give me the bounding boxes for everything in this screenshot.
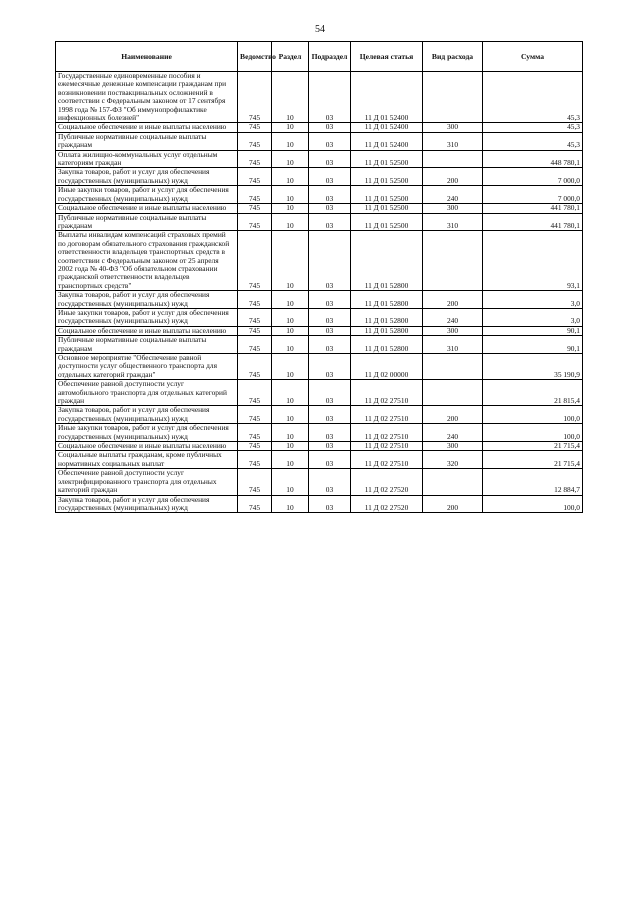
cell-target: 11 Д 01 52400	[351, 132, 423, 150]
cell-name: Оплата жилищно-коммунальных услуг отдельным категориям граждан	[56, 150, 238, 168]
cell-expense	[423, 469, 483, 495]
cell-name: Публичные нормативные социальные выплаты гражданам	[56, 336, 238, 354]
cell-dept: 745	[238, 469, 272, 495]
cell-amount: 45,3	[483, 132, 583, 150]
table-row	[56, 150, 583, 168]
cell-subsection: 03	[309, 469, 351, 495]
cell-subsection: 03	[309, 495, 351, 513]
cell-target: 11 Д 01 52800	[351, 326, 423, 335]
cell-dept: 745	[238, 72, 272, 123]
cell-subsection: 03	[309, 336, 351, 354]
table-row	[56, 72, 583, 123]
cell-dept: 745	[238, 132, 272, 150]
cell-expense: 300	[423, 442, 483, 451]
cell-section: 10	[272, 326, 309, 335]
cell-amount: 441 780,1	[483, 204, 583, 213]
cell-section: 10	[272, 354, 309, 380]
cell-amount: 35 190,9	[483, 354, 583, 380]
cell-section: 10	[272, 186, 309, 204]
cell-name: Выплаты инвалидам компенсаций страховых премий по договорам обязательного страхования гражданской ответственности владельцев транспортных средств в соответствии с Федеральным законом от 25 апреля 2002 года № 40-ФЗ "Об обязательном страховании гражданской ответственности владельцев транспортных средств"	[56, 231, 238, 291]
cell-subsection: 03	[309, 442, 351, 451]
table-row	[56, 380, 583, 406]
cell-name: Иные закупки товаров, работ и услуг для обеспечения государственных (муниципальных) нужд	[56, 186, 238, 204]
cell-dept: 745	[238, 150, 272, 168]
cell-expense: 310	[423, 213, 483, 231]
cell-target: 11 Д 01 52500	[351, 150, 423, 168]
cell-section: 10	[272, 72, 309, 123]
cell-name: Закупка товаров, работ и услуг для обеспечения государственных (муниципальных) нужд	[56, 168, 238, 186]
cell-expense: 300	[423, 204, 483, 213]
table-row	[56, 213, 583, 231]
cell-dept: 745	[238, 231, 272, 291]
table-row	[56, 406, 583, 424]
cell-dept: 745	[238, 451, 272, 469]
cell-section: 10	[272, 231, 309, 291]
cell-section: 10	[272, 291, 309, 309]
cell-subsection: 03	[309, 326, 351, 335]
table-row	[56, 336, 583, 354]
table-row	[56, 168, 583, 186]
cell-target: 11 Д 02 27510	[351, 442, 423, 451]
table-row	[56, 186, 583, 204]
cell-expense: 200	[423, 291, 483, 309]
cell-target: 11 Д 01 52800	[351, 291, 423, 309]
table-row	[56, 354, 583, 380]
cell-section: 10	[272, 213, 309, 231]
cell-name: Социальное обеспечение и иные выплаты населению	[56, 204, 238, 213]
cell-section: 10	[272, 442, 309, 451]
table-row	[56, 123, 583, 132]
table-row	[56, 132, 583, 150]
cell-target: 11 Д 01 52800	[351, 336, 423, 354]
cell-amount: 45,3	[483, 123, 583, 132]
cell-subsection: 03	[309, 123, 351, 132]
cell-amount: 448 780,1	[483, 150, 583, 168]
cell-name: Обеспечение равной доступности услуг электрифицированного транспорта для отдельных категорий граждан	[56, 469, 238, 495]
cell-name: Иные закупки товаров, работ и услуг для обеспечения государственных (муниципальных) нужд	[56, 424, 238, 442]
cell-expense	[423, 380, 483, 406]
cell-dept: 745	[238, 168, 272, 186]
cell-section: 10	[272, 495, 309, 513]
cell-subsection: 03	[309, 186, 351, 204]
cell-target: 11 Д 01 52500	[351, 213, 423, 231]
cell-amount: 21 815,4	[483, 380, 583, 406]
cell-amount: 7 000,0	[483, 186, 583, 204]
cell-name: Государственные единовременные пособия и ежемесячные денежные компенсации гражданам при возникновении поствакцинальных осложнений в соответствии с Федеральным законом от 17 сентября 1998 года № 157-ФЗ "Об иммунопрофилактике инфекционных болезней"	[56, 72, 238, 123]
cell-expense: 310	[423, 336, 483, 354]
col-header-section: Раздел	[272, 42, 309, 72]
cell-expense: 200	[423, 406, 483, 424]
cell-target: 11 Д 02 27510	[351, 380, 423, 406]
cell-dept: 745	[238, 406, 272, 424]
cell-target: 11 Д 01 52800	[351, 231, 423, 291]
table-row	[56, 495, 583, 513]
table-row	[56, 291, 583, 309]
cell-expense: 300	[423, 326, 483, 335]
table-row	[56, 469, 583, 495]
cell-subsection: 03	[309, 308, 351, 326]
cell-dept: 745	[238, 424, 272, 442]
cell-name: Обеспечение равной доступности услуг автомобильного транспорта для отдельных категорий граждан	[56, 380, 238, 406]
col-header-subsection: Подраздел	[309, 42, 351, 72]
cell-target: 11 Д 01 52500	[351, 186, 423, 204]
cell-expense: 240	[423, 424, 483, 442]
cell-subsection: 03	[309, 231, 351, 291]
cell-subsection: 03	[309, 451, 351, 469]
col-header-amount: Сумма	[483, 42, 583, 72]
cell-target: 11 Д 01 52400	[351, 72, 423, 123]
cell-subsection: 03	[309, 168, 351, 186]
col-header-target: Целевая статья	[351, 42, 423, 72]
cell-name: Публичные нормативные социальные выплаты гражданам	[56, 213, 238, 231]
cell-amount: 100,0	[483, 495, 583, 513]
cell-name: Основное мероприятие "Обеспечение равной доступности услуг общественного транспорта для отдельных категорий граждан"	[56, 354, 238, 380]
cell-expense: 310	[423, 132, 483, 150]
cell-amount: 441 780,1	[483, 213, 583, 231]
cell-dept: 745	[238, 495, 272, 513]
cell-dept: 745	[238, 291, 272, 309]
cell-target: 11 Д 01 52800	[351, 308, 423, 326]
table-body	[56, 72, 583, 513]
cell-dept: 745	[238, 123, 272, 132]
cell-name: Иные закупки товаров, работ и услуг для обеспечения государственных (муниципальных) нужд	[56, 308, 238, 326]
cell-expense	[423, 72, 483, 123]
cell-expense: 320	[423, 451, 483, 469]
cell-section: 10	[272, 123, 309, 132]
cell-expense: 200	[423, 495, 483, 513]
cell-expense: 240	[423, 308, 483, 326]
cell-target: 11 Д 01 52400	[351, 123, 423, 132]
cell-dept: 745	[238, 308, 272, 326]
cell-target: 11 Д 02 00000	[351, 354, 423, 380]
table-row	[56, 308, 583, 326]
cell-subsection: 03	[309, 72, 351, 123]
cell-amount: 90,1	[483, 326, 583, 335]
cell-section: 10	[272, 380, 309, 406]
cell-dept: 745	[238, 326, 272, 335]
cell-expense: 200	[423, 168, 483, 186]
cell-section: 10	[272, 132, 309, 150]
cell-subsection: 03	[309, 213, 351, 231]
cell-dept: 745	[238, 354, 272, 380]
cell-section: 10	[272, 406, 309, 424]
cell-name: Публичные нормативные социальные выплаты гражданам	[56, 132, 238, 150]
cell-expense	[423, 150, 483, 168]
cell-name: Социальные выплаты гражданам, кроме публичных нормативных социальных выплат	[56, 451, 238, 469]
table-header-row	[56, 42, 583, 72]
budget-table	[55, 41, 583, 513]
cell-section: 10	[272, 424, 309, 442]
cell-section: 10	[272, 308, 309, 326]
cell-target: 11 Д 01 52500	[351, 204, 423, 213]
cell-name: Социальное обеспечение и иные выплаты населению	[56, 123, 238, 132]
cell-dept: 745	[238, 186, 272, 204]
cell-amount: 100,0	[483, 424, 583, 442]
cell-target: 11 Д 01 52500	[351, 168, 423, 186]
cell-dept: 745	[238, 204, 272, 213]
cell-subsection: 03	[309, 354, 351, 380]
cell-name: Закупка товаров, работ и услуг для обеспечения государственных (муниципальных) нужд	[56, 291, 238, 309]
cell-subsection: 03	[309, 132, 351, 150]
col-header-expense: Вид расхода	[423, 42, 483, 72]
cell-section: 10	[272, 336, 309, 354]
cell-target: 11 Д 02 27520	[351, 495, 423, 513]
cell-target: 11 Д 02 27510	[351, 424, 423, 442]
cell-target: 11 Д 02 27520	[351, 469, 423, 495]
cell-amount: 7 000,0	[483, 168, 583, 186]
cell-amount: 45,3	[483, 72, 583, 123]
table-row	[56, 204, 583, 213]
cell-section: 10	[272, 150, 309, 168]
cell-amount: 93,1	[483, 231, 583, 291]
cell-subsection: 03	[309, 406, 351, 424]
cell-section: 10	[272, 168, 309, 186]
cell-section: 10	[272, 204, 309, 213]
cell-target: 11 Д 02 27510	[351, 406, 423, 424]
table-row	[56, 231, 583, 291]
cell-dept: 745	[238, 380, 272, 406]
cell-target: 11 Д 02 27510	[351, 451, 423, 469]
table-row	[56, 451, 583, 469]
cell-dept: 745	[238, 336, 272, 354]
cell-name: Социальное обеспечение и иные выплаты населению	[56, 326, 238, 335]
cell-amount: 3,0	[483, 308, 583, 326]
cell-subsection: 03	[309, 380, 351, 406]
cell-name: Социальное обеспечение и иные выплаты населению	[56, 442, 238, 451]
cell-amount: 21 715,4	[483, 442, 583, 451]
cell-subsection: 03	[309, 204, 351, 213]
cell-dept: 745	[238, 442, 272, 451]
cell-subsection: 03	[309, 150, 351, 168]
cell-amount: 12 884,7	[483, 469, 583, 495]
cell-amount: 21 715,4	[483, 451, 583, 469]
cell-name: Закупка товаров, работ и услуг для обеспечения государственных (муниципальных) нужд	[56, 495, 238, 513]
page-number: 54	[315, 24, 325, 35]
cell-section: 10	[272, 451, 309, 469]
col-header-dept: Ведомство	[238, 42, 272, 72]
cell-amount: 100,0	[483, 406, 583, 424]
cell-subsection: 03	[309, 424, 351, 442]
table-row	[56, 424, 583, 442]
cell-expense: 240	[423, 186, 483, 204]
cell-amount: 90,1	[483, 336, 583, 354]
cell-expense	[423, 354, 483, 380]
cell-dept: 745	[238, 213, 272, 231]
cell-expense: 300	[423, 123, 483, 132]
col-header-name: Наименование	[56, 42, 238, 72]
cell-name: Закупка товаров, работ и услуг для обеспечения государственных (муниципальных) нужд	[56, 406, 238, 424]
cell-amount: 3,0	[483, 291, 583, 309]
cell-subsection: 03	[309, 291, 351, 309]
cell-expense	[423, 231, 483, 291]
cell-section: 10	[272, 469, 309, 495]
